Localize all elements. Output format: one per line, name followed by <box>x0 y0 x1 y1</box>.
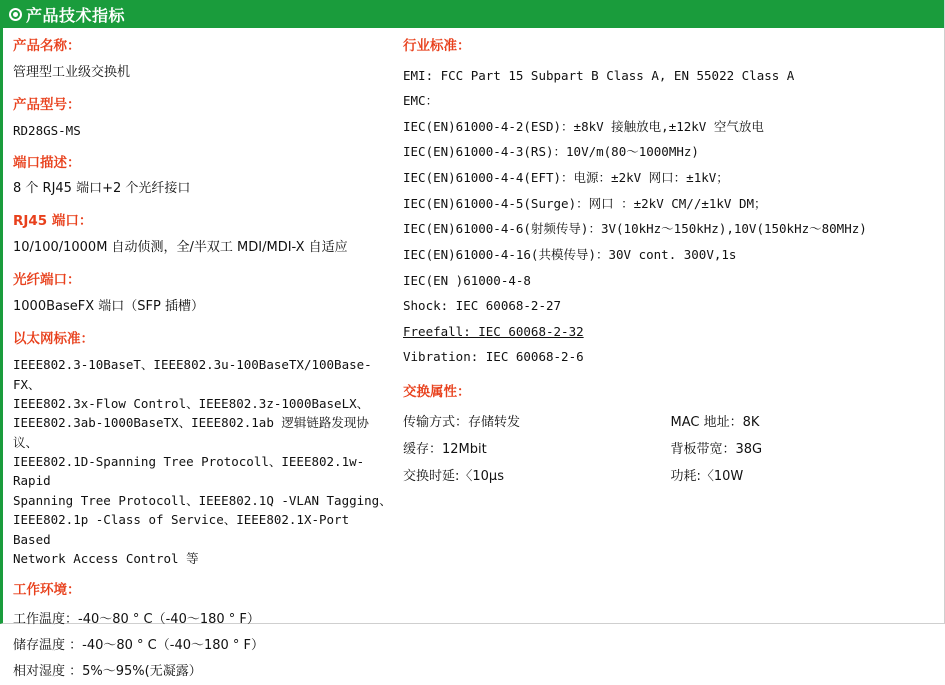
section-operating-environment <box>13 582 393 685</box>
section-body <box>13 63 393 83</box>
section-fiber-port <box>13 272 393 317</box>
text-line: Network Access Control 等 <box>13 550 199 566</box>
page-header <box>3 0 944 28</box>
section-industry-standards <box>403 38 938 370</box>
section-body <box>403 409 938 491</box>
text-line: RD28GS-MS <box>13 123 81 139</box>
text-line: Freefall: IEC 60068-2-32 <box>403 323 584 339</box>
content-columns <box>3 28 944 685</box>
section-body <box>13 607 393 685</box>
text-line: EMC： <box>403 93 439 109</box>
text-line: 10/100/1000M 自动侦测，全/半双工 MDI/MDI-X 自适应 <box>13 239 348 255</box>
text-line: 工作温度：-40～80 ° C（-40～180 ° F） <box>13 611 260 627</box>
text-line: IEEE802.3-10BaseT、IEEE802.3u-100BaseTX/100Base-FX、 <box>13 357 372 392</box>
text-line: IEC(EN)61000-4-3(RS)：10V/m(80～1000MHz) <box>403 144 699 160</box>
section-body <box>13 121 393 140</box>
right-column <box>393 38 938 685</box>
text-line: 相对湿度 ：5%～95%(无凝露） <box>13 663 202 679</box>
section-ethernet-standards <box>13 331 393 569</box>
section-title: 产品名称： <box>13 38 81 54</box>
target-circle-icon <box>9 8 22 21</box>
section-port-description <box>13 155 393 200</box>
section-title: 工作环境： <box>13 582 81 599</box>
attribute-item: 背板带宽：38G <box>670 441 763 457</box>
text-line: IEC(EN)61000-4-16(共模传导)：30V cont. 300V,1s <box>403 246 737 262</box>
text-line: IEC(EN)61000-4-6(射频传导)：3V(10kHz～150kHz),10V(150kHz～80MHz) <box>403 221 867 237</box>
section-rj45-port <box>13 213 393 258</box>
text-line: 管理型工业级交换机 <box>13 64 131 80</box>
section-title: 以太网标准： <box>13 330 94 347</box>
text-line: Spanning Tree Protocoll、IEEE802.1Q -VLAN Tagging、 <box>13 492 392 508</box>
page-title: 产品技术指标 <box>26 5 126 25</box>
text-line: 1000BaseFX 端口（SFP 插槽） <box>13 298 204 314</box>
section-body <box>403 63 938 371</box>
attribute-item: 缓存：12Mbit <box>403 441 487 457</box>
text-line: IEC(EN)61000-4-2(ESD)：±8kV 接触放电,±12kV 空气放电 <box>403 118 764 134</box>
section-product-name <box>13 38 393 83</box>
text-line: Shock: IEC 60068-2-27 <box>403 298 562 314</box>
section-product-model <box>13 97 393 141</box>
section-title: 光纤端口： <box>13 271 81 288</box>
text-line: IEEE802.1p -Class of Service、IEEE802.1X-Port Based <box>13 512 350 547</box>
section-title: RJ45 端口： <box>13 213 93 230</box>
text-line: 储存温度 ：-40～80 ° C（-40～180 ° F） <box>13 637 265 653</box>
section-switch-attributes <box>403 384 938 490</box>
attribute-item: MAC 地址：8K <box>670 414 760 430</box>
text-line: Vibration: IEC 60068-2-6 <box>403 349 584 365</box>
text-line: IEC(EN)61000-4-4(EFT)：电源：±2kV 网口：±1kV； <box>403 170 729 186</box>
text-line: IEC(EN )61000-4-8 <box>403 272 531 288</box>
left-column <box>3 38 393 685</box>
text-line: IEEE802.3x-Flow Control、IEEE802.3z-1000BaseLX、 <box>13 395 370 411</box>
section-body <box>13 297 393 317</box>
text-line: IEEE802.3ab-1000BaseTX、IEEE802.1ab 逻辑链路发现协议、 <box>13 415 369 450</box>
text-line: EMI: FCC Part 15 Subpart B Class A, EN 55022 Class A <box>403 67 795 83</box>
attribute-item: 交换时延:〈10μs <box>403 469 504 485</box>
section-title: 产品型号： <box>13 96 81 113</box>
text-line: IEC(EN)61000-4-5(Surge)：网口 ：±2kV CM//±1kV DM； <box>403 195 767 211</box>
section-body <box>13 355 393 568</box>
text-line: 8 个 RJ45 端口+2 个光纤接口 <box>13 181 191 197</box>
section-title: 交换属性： <box>403 384 471 401</box>
section-title: 行业标准： <box>403 38 471 54</box>
section-title: 端口描述： <box>13 154 81 171</box>
section-body <box>13 238 393 258</box>
attribute-item: 功耗:〈10W <box>670 469 744 485</box>
section-body <box>13 179 393 199</box>
text-line: IEEE802.1D-Spanning Tree Protocoll、IEEE802.1w-Rapid <box>13 454 365 489</box>
attribute-item: 传输方式：存储转发 <box>403 414 521 430</box>
